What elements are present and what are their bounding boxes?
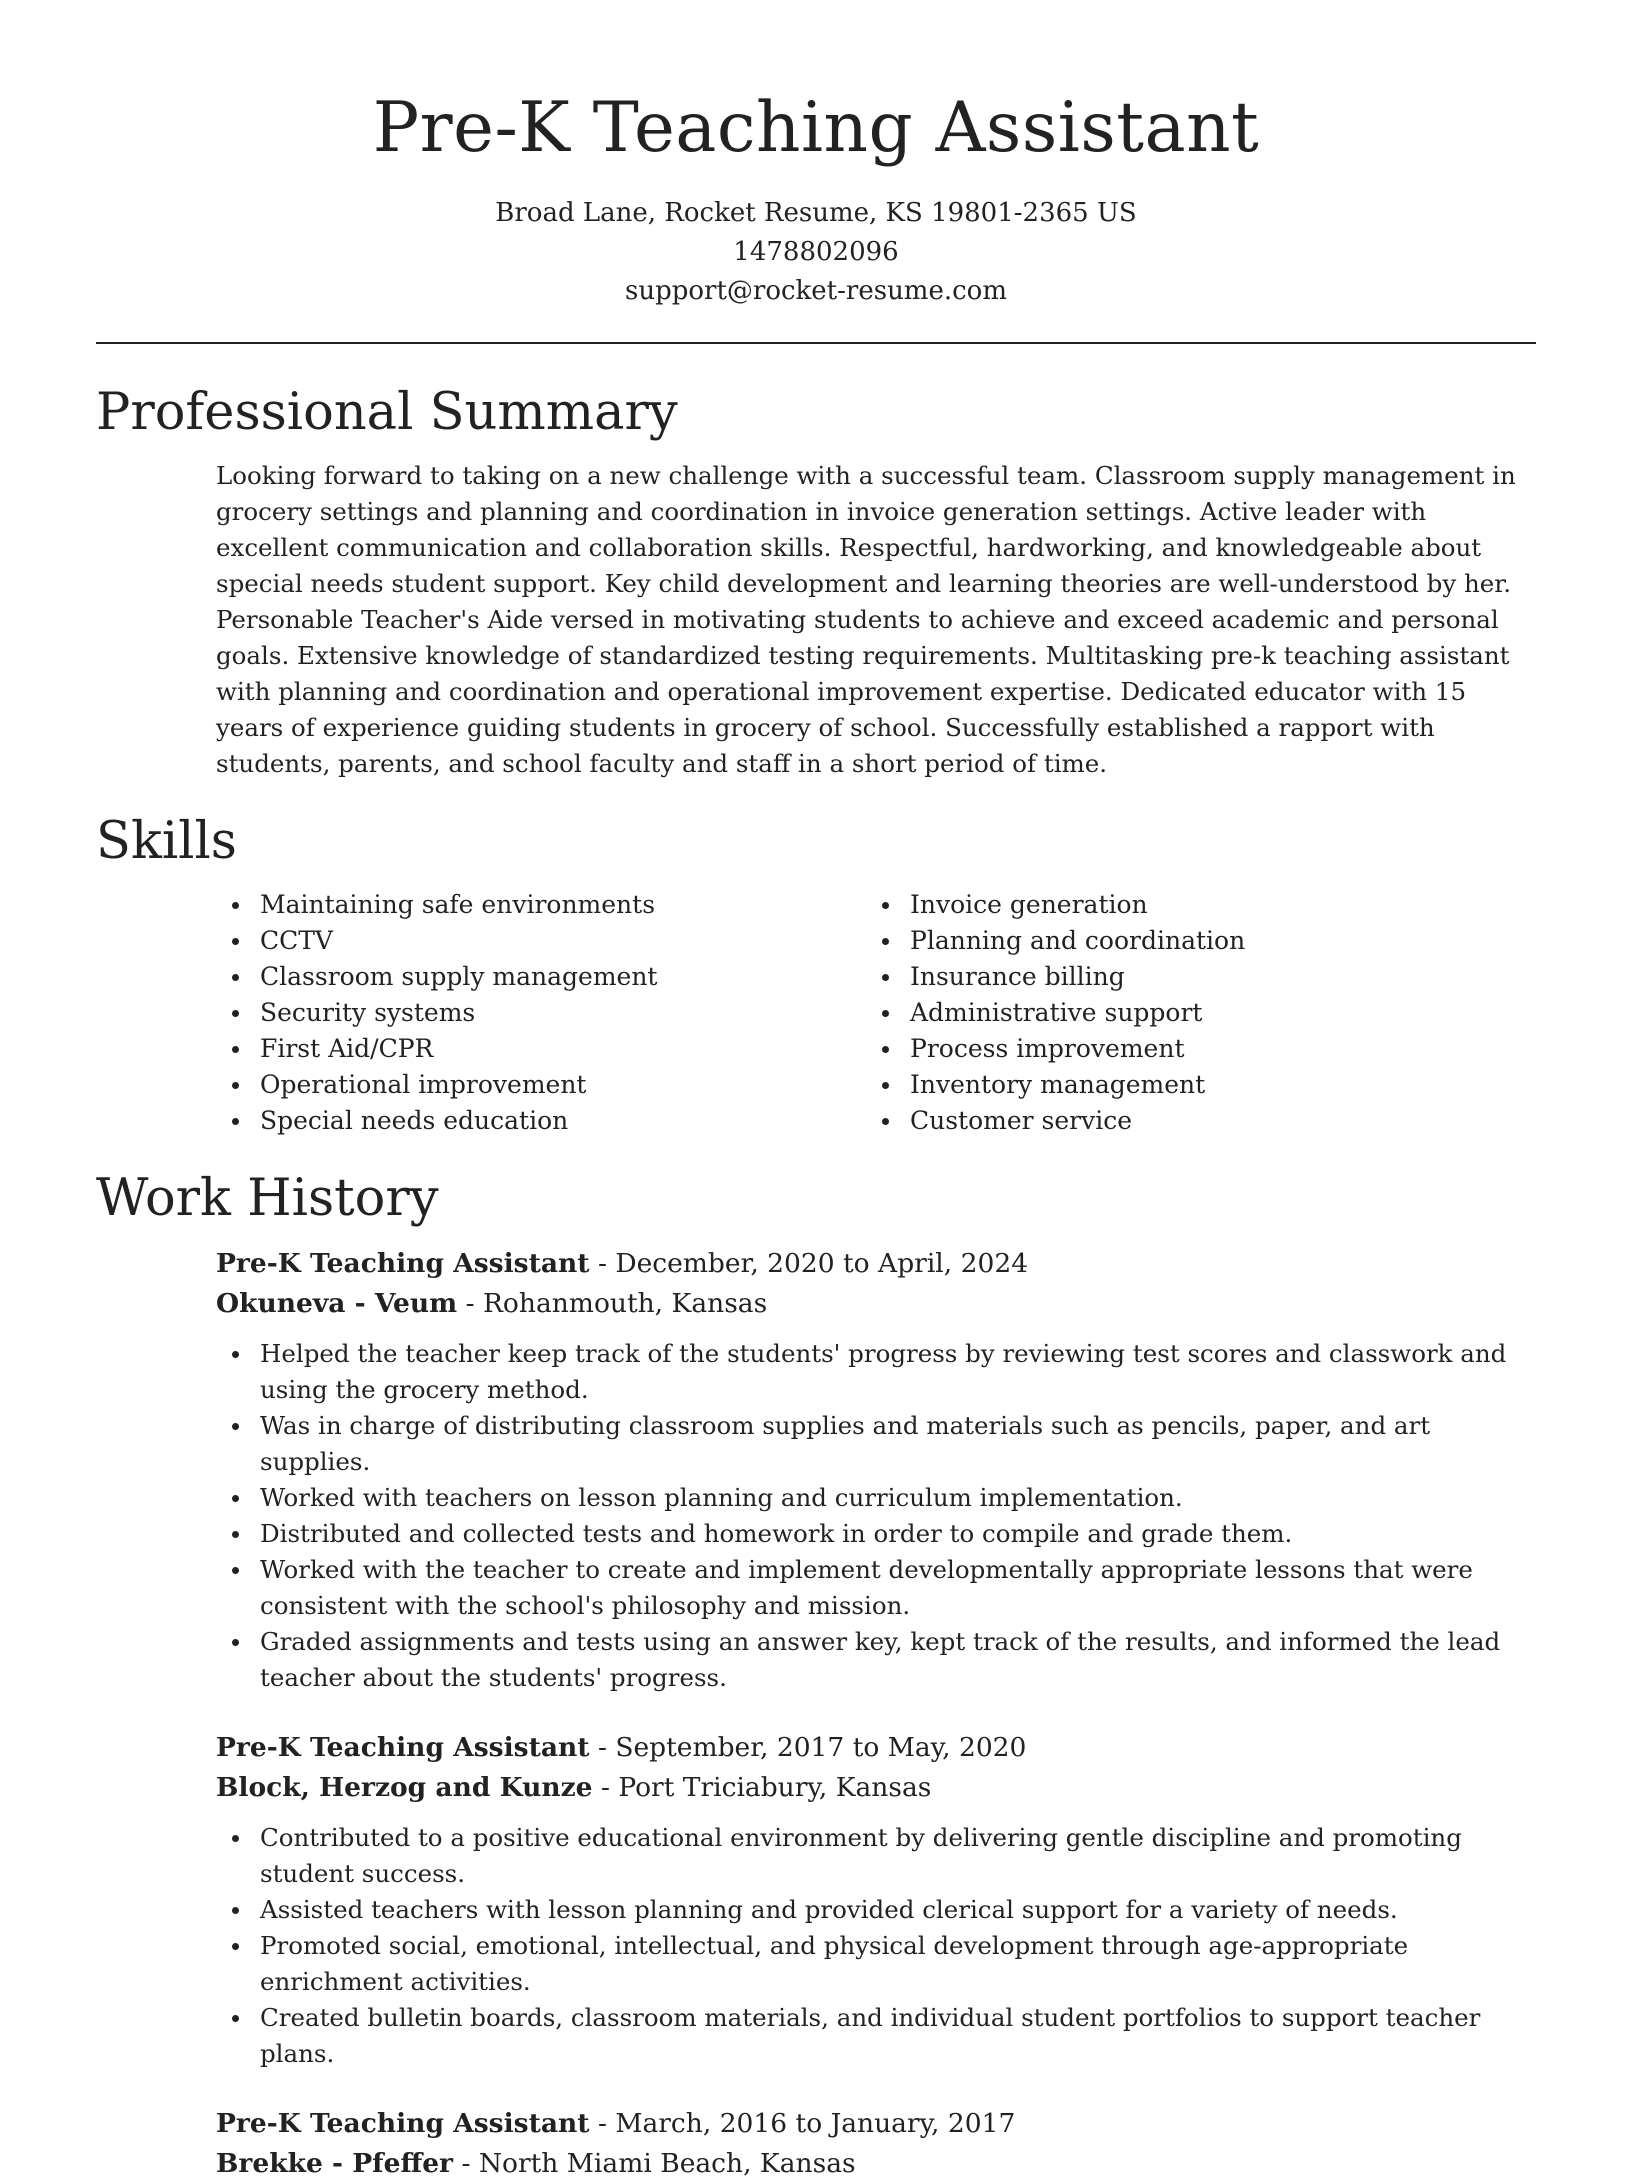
job-location: - North Miami Beach, Kansas [461,2148,856,2179]
work-history-section [96,1168,1536,2184]
job-title: Pre-K Teaching Assistant [216,2108,590,2139]
job-company: Okuneva - Veum [216,1288,458,1319]
job-company: Brekke - Pfeffer [216,2148,454,2179]
job-company-line [216,2144,1536,2184]
email: support@rocket-resume.com [624,276,1007,306]
job-title: Pre-K Teaching Assistant [216,1248,590,1279]
job-company: Block, Herzog and Kunze [216,1772,593,1803]
skills-column-right [866,887,1516,1139]
skill-item: Classroom supply management [216,959,866,995]
professional-summary-section [96,382,1536,782]
job-company-line [216,1284,1536,1324]
job-bullets [216,1820,1536,2072]
contact-block [0,194,1632,311]
resume-header [0,0,1632,311]
job-bullet: Distributed and collected tests and homework in order to compile and grade them. [216,1516,1536,1552]
skill-item: Administrative support [866,995,1516,1031]
skill-item: Special needs education [216,1103,866,1139]
job-dates: - December, 2020 to April, 2024 [597,1248,1029,1279]
job-bullet: Promoted social, emotional, intellectual, and physical development through age-appropriate enrichment activities. [216,1928,1536,2000]
candidate-name: Pre-K Teaching Assistant [372,88,1260,168]
skill-item: Insurance billing [866,959,1516,995]
skill-item: Customer service [866,1103,1516,1139]
job-title-line [216,1728,1536,1768]
job-title-line [216,2104,1536,2144]
skill-item: Security systems [216,995,866,1031]
skill-item: Maintaining safe environments [216,887,866,923]
job-bullet: Worked with teachers on lesson planning and curriculum implementation. [216,1480,1536,1516]
header-divider [96,342,1536,344]
summary-text: Looking forward to taking on a new challenge with a successful team. Classroom supply management in grocery settings and planning and coordination in invoice generation settings. Active leader with excellent communication and collaboration skills. Respectful, hardworking, and knowledgeable about special needs student support. Key child development and learning theories are well-understood by her. Personable Teacher's Aide versed in motivating students to achieve and exceed academic and personal goals. Extensive knowledge of standardized testing requirements. Multitasking pre-k teaching assistant with planning and coordination and operational improvement expertise. Dedicated educator with 15 years of experience guiding students in grocery of school. Successfully established a rapport with students, parents, and school faculty and staff in a short period of time. [216,461,1516,778]
skill-item: Planning and coordination [866,923,1516,959]
job-title-line [216,1244,1536,1284]
skill-item: Process improvement [866,1031,1516,1067]
skill-item: CCTV [216,923,866,959]
job-bullet: Created bulletin boards, classroom materials, and individual student portfolios to support teacher plans. [216,2000,1536,2072]
job-entry [216,1728,1536,2072]
skills-section [96,811,1536,1139]
job-location: - Rohanmouth, Kansas [465,1288,768,1319]
section-title-skills: Skills [96,812,237,871]
job-dates: - September, 2017 to May, 2020 [597,1732,1027,1763]
job-bullet: Contributed to a positive educational environment by delivering gentle discipline and promoting student success. [216,1820,1536,1892]
skill-item: First Aid/CPR [216,1031,866,1067]
job-bullet: Helped the teacher keep track of the students' progress by reviewing test scores and classwork and using the grocery method. [216,1336,1536,1408]
skills-column-left [216,887,866,1139]
job-company-line [216,1768,1536,1808]
job-title: Pre-K Teaching Assistant [216,1732,590,1763]
job-bullet: Graded assignments and tests using an answer key, kept track of the results, and informed the lead teacher about the students' progress. [216,1624,1536,1696]
job-location: - Port Triciabury, Kansas [600,1772,932,1803]
job-bullet: Worked with the teacher to create and implement developmentally appropriate lessons that were consistent with the school's philosophy and mission. [216,1552,1536,1624]
section-title-summary: Professional Summary [96,383,678,442]
phone: 1478802096 [733,237,899,267]
skills-grid [216,887,1536,1139]
skill-item: Operational improvement [216,1067,866,1103]
address: Broad Lane, Rocket Resume, KS 19801-2365 US [495,198,1137,228]
job-dates: - March, 2016 to January, 2017 [597,2108,1016,2139]
skill-item: Invoice generation [866,887,1516,923]
job-entry [216,1244,1536,1696]
job-entry [216,2104,1536,2184]
job-bullets [216,1336,1536,1696]
skill-item: Inventory management [866,1067,1516,1103]
job-bullet: Assisted teachers with lesson planning and provided clerical support for a variety of needs. [216,1892,1536,1928]
section-title-work: Work History [96,1169,439,1228]
job-bullet: Was in charge of distributing classroom supplies and materials such as pencils, paper, and art supplies. [216,1408,1536,1480]
